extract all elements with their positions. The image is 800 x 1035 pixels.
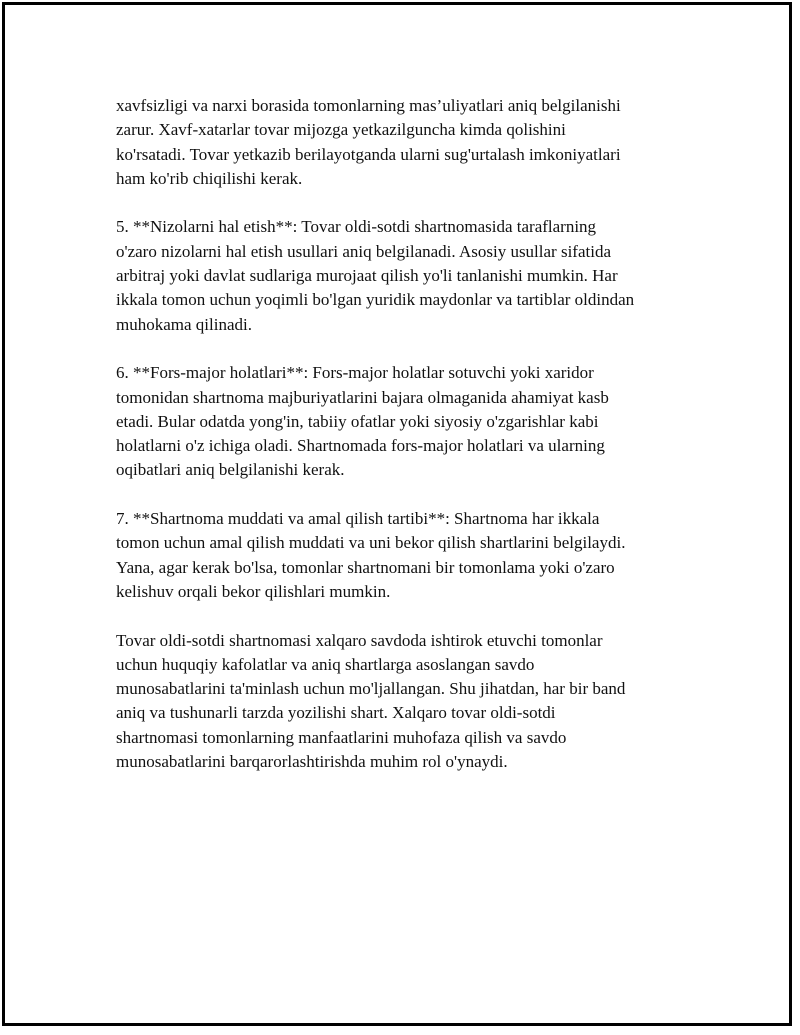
- text-line: muhokama qilinadi.: [116, 314, 252, 334]
- text-line: zarur. Xavf-xatarlar tovar mijozga yetkazilguncha kimda qolishini: [116, 120, 566, 140]
- text-line: ko'rsatadi. Tovar yetkazib berilayotganda ularni sug'urtalash imkoniyatlari: [116, 144, 621, 164]
- text-line: tomon uchun amal qilish muddati va uni bekor qilish shartlarini belgilaydi.: [116, 533, 626, 553]
- text-line: ikkala tomon uchun yoqimli bo'lgan yuridik maydonlar va tartiblar oldindan: [116, 290, 635, 310]
- text-line: etadi. Bular odatda yong'in, tabiiy ofatlar yoki siyosiy o'zgarishlar kabi: [116, 411, 599, 431]
- text-line: 7. **Shartnoma muddati va amal qilish tartibi**: Shartnoma har ikkala: [116, 509, 600, 529]
- document-body: [116, 94, 696, 799]
- text-line: aniq va tushunarli tarzda yozilishi shart. Xalqaro tovar oldi-sotdi: [116, 703, 556, 723]
- paragraph-conclusion: [116, 629, 696, 775]
- paragraph-risk-continuation: [116, 94, 696, 191]
- text-line: munosabatlarini barqarorlashtirishda muhim rol o'ynaydi.: [116, 752, 508, 772]
- text-line: shartnomasi tomonlarning manfaatlarini muhofaza qilish va savdo: [116, 727, 567, 747]
- text-line: Yana, agar kerak bo'lsa, tomonlar shartnomani bir tomonlama yoki o'zaro: [116, 557, 615, 577]
- text-line: tomonidan shartnoma majburiyatlarini bajara olmaganida ahamiyat kasb: [116, 387, 609, 407]
- paragraph-force-majeure: [116, 361, 696, 482]
- paragraph-dispute-resolution: [116, 215, 696, 336]
- text-line: 5. **Nizolarni hal etish**: Tovar oldi-sotdi shartnomasida taraflarning: [116, 217, 597, 237]
- text-line: kelishuv orqali bekor qilishlari mumkin.: [116, 581, 391, 601]
- text-line: ham ko'rib chiqilishi kerak.: [116, 168, 303, 188]
- text-line: holatlarni o'z ichiga oladi. Shartnomada fors-major holatlari va ularning: [116, 436, 605, 456]
- text-line: uchun huquqiy kafolatlar va aniq shartlarga asoslangan savdo: [116, 654, 535, 674]
- text-line: xavfsizligi va narxi borasida tomonlarning mas’uliyatlari aniq belgilanishi: [116, 96, 621, 115]
- text-line: 6. **Fors-major holatlari**: Fors-major holatlar sotuvchi yoki xaridor: [116, 363, 594, 383]
- text-line: o'zaro nizolarni hal etish usullari aniq belgilanadi. Asosiy usullar sifatida: [116, 241, 612, 261]
- text-line: munosabatlarini ta'minlash uchun mo'ljallangan. Shu jihatdan, har bir band: [116, 679, 626, 699]
- text-line: arbitraj yoki davlat sudlariga murojaat qilish yo'li tanlanishi mumkin. Har: [116, 266, 618, 286]
- text-line: oqibatlari aniq belgilanishi kerak.: [116, 460, 345, 480]
- paragraph-contract-term: [116, 507, 696, 604]
- text-line: Tovar oldi-sotdi shartnomasi xalqaro savdoda ishtirok etuvchi tomonlar: [116, 630, 603, 650]
